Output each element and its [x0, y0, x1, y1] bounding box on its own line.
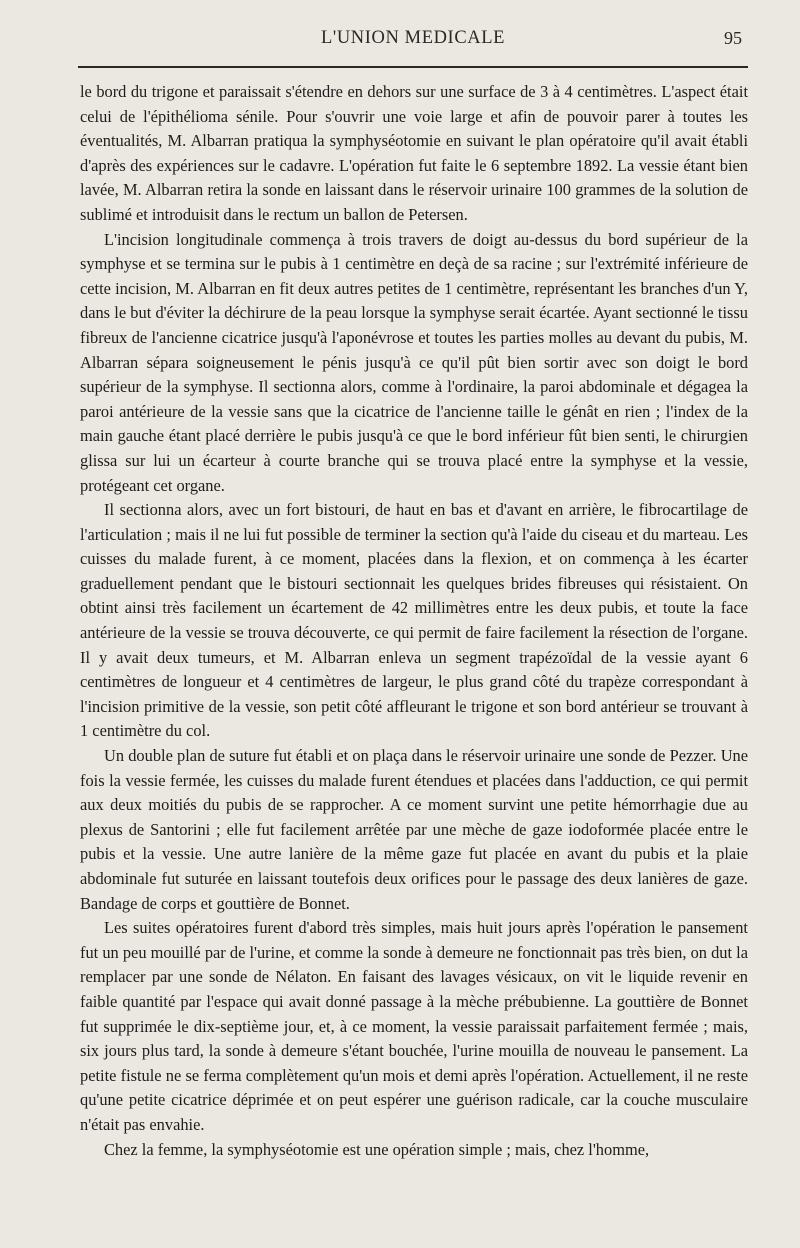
paragraph: Un double plan de suture fut établi et on plaça dans le réservoir urinaire une sonde de Pezzer. Une fois la vessie fermée, les cuisses du malade furent étendues et placées dans l'adduction, ce qui permit aux deux moitiés du pubis de se rapprocher. A ce moment survint une petite hémorrhagie due au plexus de Santorini ; elle fut facilement arrêtée par une mèche de gaze iodoformée placée entre le pubis et la vessie. Une autre lanière de la même gaze fut placée en avant du pubis et la plaie abdominale fut suturée en laissant toutefois deux orifices pour le passage des deux lanières de gaze. Bandage de corps et gouttière de Bonnet.: [80, 746, 748, 913]
page-number: 95: [724, 28, 742, 48]
paragraph: L'incision longitudinale commença à trois travers de doigt au-dessus du bord supérieur de la symphyse et se termina sur le pubis à 1 centimètre en deçà de sa racine ; sur l'extrémité inférieure de cette incision, M. Albarran en fit deux autres petites de 1 centimètre, représentant les branches d'un Y, dans le but d'éviter la déchirure de la peau lorsque la symphyse serait écartée. Ayant sectionné le tissu fibreux de l'ancienne cicatrice jusqu'à l'aponévrose et toutes les parties molles au devant du pubis, M. Albarran sépara soigneusement le pénis jusqu'à ce qu'il pût bien sortir avec son doigt le bord supérieur de la symphyse. Il sectionna alors, comme à l'ordinaire, la paroi abdominale et dégagea la paroi antérieure de la vessie sans que la cicatrice de l'ancienne taille le génât en rien ; l'index de la main gauche étant placé derrière le pubis jusqu'à ce que le bord inférieur fût bien senti, le chirurgien glissa sur lui un écarteur à courte branche qui se trouva placé entre la symphyse et la vessie, protégeant cet organe.: [80, 229, 748, 495]
paragraph: le bord du trigone et paraissait s'étendre en dehors sur une surface de 3 à 4 centimètres. L'aspect était celui de l'épithélioma sénile. Pour s'ouvrir une voie large et afin de pouvoir parer à toutes les éventualités, M. Albarran pratiqua la symphyséotomie en suivant le plan opératoire qu'il avait établi d'après des expériences sur le cadavre. L'opération fut faite le 6 septembre 1892. La vessie étant bien lavée, M. Albarran retira la sonde en laissant dans le réservoir urinaire 100 grammes de la solution de sublimé et introduisit dans le rectum un ballon de Petersen.: [80, 82, 748, 224]
running-header: [78, 26, 748, 56]
article-body: [80, 80, 748, 1220]
paragraph: Les suites opératoires furent d'abord très simples, mais huit jours après l'opération le pansement fut un peu mouillé par de l'urine, et comme la sonde à demeure ne fonctionnait pas très bien, on dut la remplacer par une sonde de Nélaton. En faisant des lavages vésicaux, on vit le liquide revenir en faible quantité par l'espace qui avait donné passage à la mèche prébubienne. La gouttière de Bonnet fut supprimée le dix-septième jour, et, à ce moment, la vessie paraissait parfaitement fermée ; mais, six jours plus tard, la sonde à demeure s'étant bouchée, l'urine mouilla de nouveau le pansement. La petite fistule ne se ferma complètement qu'un mois et demi après l'opération. Actuellement, il ne reste qu'une petite cicatrice déprimée et on peut espérer une guérison radicale, car la couche musculaire n'était pas envahie.: [80, 918, 748, 1134]
header-rule: [78, 66, 748, 68]
paragraph: Il sectionna alors, avec un fort bistouri, de haut en bas et d'avant en arrière, le fibrocartilage de l'articulation ; mais il ne lui fut possible de terminer la section qu'à l'aide du ciseau et du marteau. Les cuisses du malade furent, à ce moment, placées dans la flexion, et on commença à les écarter graduellement pendant que le bistouri sectionnait les quelques brides fibreuses qui résistaient. On obtint ainsi très facilement un écartement de 42 millimètres entre les deux pubis, et toute la face antérieure de la vessie se trouva découverte, ce qui permit de faire facilement la résection de l'organe. Il y avait deux tumeurs, et M. Albarran enleva un segment trapézoïdal de la vessie ayant 6 centimètres de longueur et 4 centimètres de largeur, le plus grand côté du trapèze correspondant à l'incision primitive de la vessie, son petit côté affleurant le trigone et son bord antérieur se trouvant à 1 centimètre du col.: [80, 500, 748, 741]
running-title: L'UNION MEDICALE: [320, 28, 506, 48]
paragraph: Chez la femme, la symphyséotomie est une opération simple ; mais, chez l'homme,: [104, 1139, 650, 1159]
